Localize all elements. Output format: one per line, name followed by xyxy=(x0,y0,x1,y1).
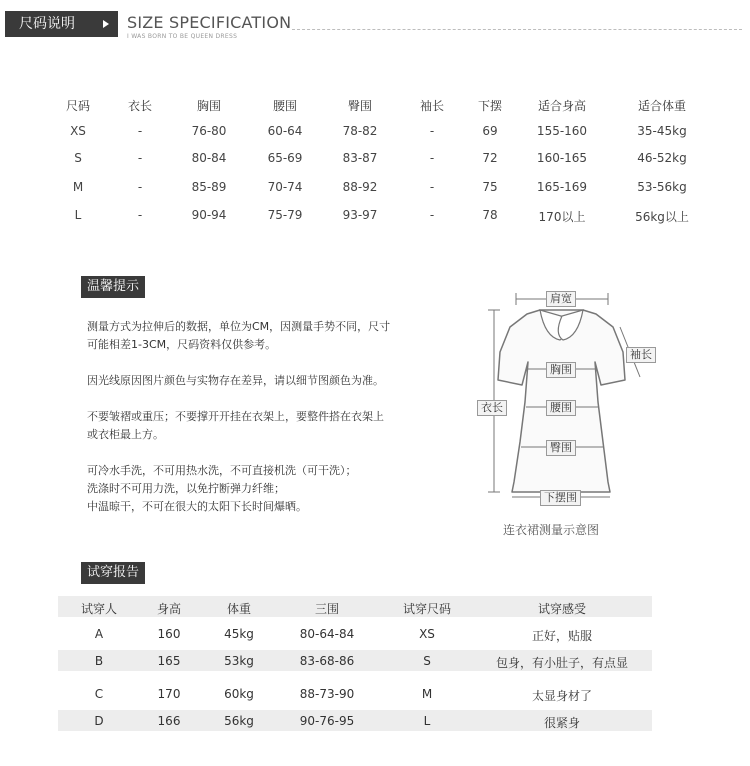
table-cell: 60-64 xyxy=(267,124,303,138)
table-cell: M xyxy=(421,687,433,701)
chest-label: 胸围 xyxy=(546,362,576,378)
header-cell: 试穿尺码 xyxy=(402,602,452,616)
header-cell: 腰围 xyxy=(272,99,298,113)
table-cell: 60kg xyxy=(224,687,254,701)
size-info-label: 尺码说明 xyxy=(19,16,75,32)
table-cell: 65-69 xyxy=(267,151,303,165)
table-cell: 76-80 xyxy=(191,124,227,138)
header-cell: 试穿人 xyxy=(80,602,118,616)
table-cell: 53kg xyxy=(224,654,254,668)
table-cell: 56kg xyxy=(224,714,254,728)
tip-storage-line2: 或衣柜最上方。 xyxy=(87,428,164,441)
table-cell: - xyxy=(429,151,435,165)
table-cell: 80-64-84 xyxy=(299,627,355,641)
table-cell: 83-68-86 xyxy=(299,654,355,668)
table-cell: 93-97 xyxy=(342,208,378,222)
table-cell: 78 xyxy=(482,208,498,222)
arrow-right-icon xyxy=(103,20,109,28)
table-cell: 160-165 xyxy=(536,151,588,165)
table-cell: - xyxy=(429,208,435,222)
header-cell: 胸围 xyxy=(196,99,222,113)
tip-wash-line3: 中温晾干，不可在很大的太阳下长时间爆晒。 xyxy=(87,500,307,513)
table-cell: - xyxy=(137,151,143,165)
header-cell: 衣长 xyxy=(127,99,153,113)
table-cell: 35-45kg xyxy=(637,124,687,138)
table-cell: 太显身材了 xyxy=(531,689,593,703)
table-cell: XS xyxy=(70,124,86,138)
table-cell: 88-73-90 xyxy=(299,687,355,701)
table-cell: - xyxy=(137,124,143,138)
table-cell: - xyxy=(137,180,143,194)
dress-measurement-diagram xyxy=(470,282,680,512)
table-cell: 90-94 xyxy=(191,208,227,222)
hem-label: 下摆围 xyxy=(540,490,581,506)
header-cell: 臀围 xyxy=(347,99,373,113)
table-cell: S xyxy=(423,654,431,668)
table-cell: 170以上 xyxy=(538,210,586,224)
header-cell: 适合身高 xyxy=(537,99,587,113)
table-cell: 正好，贴服 xyxy=(531,629,593,643)
table-cell: - xyxy=(137,208,143,222)
table-cell: 很紧身 xyxy=(543,716,581,730)
table-cell: 69 xyxy=(482,124,498,138)
tip-wash-line2: 洗涤时不可用力洗，以免拧断弹力纤维； xyxy=(87,482,285,495)
dress-length-label: 衣长 xyxy=(477,400,507,416)
table-cell: M xyxy=(72,180,84,194)
page-title: SIZE SPECIFICATION xyxy=(127,13,292,32)
table-cell: 166 xyxy=(157,714,181,728)
dress-outline-illustration xyxy=(470,282,680,512)
header-cell: 下摆 xyxy=(477,99,503,113)
table-cell: S xyxy=(74,151,82,165)
table-cell: 88-92 xyxy=(342,180,378,194)
table-cell: 72 xyxy=(482,151,498,165)
header-cell: 袖长 xyxy=(419,99,445,113)
header-cell: 适合体重 xyxy=(637,99,687,113)
table-cell: 75-79 xyxy=(267,208,303,222)
table-cell: 78-82 xyxy=(342,124,378,138)
header-cell: 体重 xyxy=(226,602,252,616)
table-cell: 70-74 xyxy=(267,180,303,194)
table-cell: - xyxy=(429,124,435,138)
table-cell: 46-52kg xyxy=(637,151,687,165)
table-cell: A xyxy=(94,627,104,641)
header-cell: 三围 xyxy=(314,602,340,616)
table-cell: XS xyxy=(419,627,435,641)
tip-measurement-line1: 测量方式为拉伸后的数据，单位为CM，因测量手势不同，尺寸 xyxy=(87,320,391,333)
header-dashed-divider xyxy=(292,29,742,30)
table-cell: 56kg以上 xyxy=(635,210,689,224)
tip-wash-line1: 可冷水手洗，不可用热水洗，不可直接机洗（可干洗）； xyxy=(87,464,357,477)
waist-label: 腰围 xyxy=(546,400,576,416)
tip-color: 因光线原因图片颜色与实物存在差异，请以细节图颜色为准。 xyxy=(87,374,384,387)
table-cell: 165 xyxy=(157,654,181,668)
sleeve-length-label: 袖长 xyxy=(626,347,656,363)
table-cell: - xyxy=(429,180,435,194)
table-cell: 83-87 xyxy=(342,151,378,165)
table-cell: C xyxy=(94,687,104,701)
header-cell: 尺码 xyxy=(65,99,91,113)
table-cell: 80-84 xyxy=(191,151,227,165)
tip-measurement-line2: 可能相差1-3CM，尺码资料仅供参考。 xyxy=(87,338,277,351)
header-cell: 试穿感受 xyxy=(537,602,587,616)
table-cell: L xyxy=(423,714,431,728)
table-cell: B xyxy=(94,654,104,668)
section-tag-tryon: 试穿报告 xyxy=(81,562,145,584)
table-cell: 包身，有小肚子，有点显 xyxy=(495,656,629,670)
table-cell: 85-89 xyxy=(191,180,227,194)
table-cell: 155-160 xyxy=(536,124,588,138)
section-tag-size-info xyxy=(5,11,118,37)
table-cell: 90-76-95 xyxy=(299,714,355,728)
table-cell: 160 xyxy=(157,627,181,641)
table-cell: 75 xyxy=(482,180,498,194)
header-cell: 身高 xyxy=(156,602,182,616)
table-cell: L xyxy=(74,208,82,222)
table-cell: 165-169 xyxy=(536,180,588,194)
diagram-caption: 连衣裙测量示意图 xyxy=(503,523,600,537)
table-cell: 45kg xyxy=(224,627,254,641)
table-cell: 53-56kg xyxy=(637,180,687,194)
table-cell: 170 xyxy=(157,687,181,701)
page-subtitle: I WAS BORN TO BE QUEEN DRESS xyxy=(127,33,238,40)
shoulder-width-label: 肩宽 xyxy=(546,291,576,307)
tip-storage-line1: 不要皱褶或重压；不要撑开开挂在衣架上，要整件搭在衣架上 xyxy=(87,410,384,423)
hip-label: 臀围 xyxy=(546,440,576,456)
section-tag-tips: 温馨提示 xyxy=(81,276,145,298)
table-cell: D xyxy=(94,714,104,728)
